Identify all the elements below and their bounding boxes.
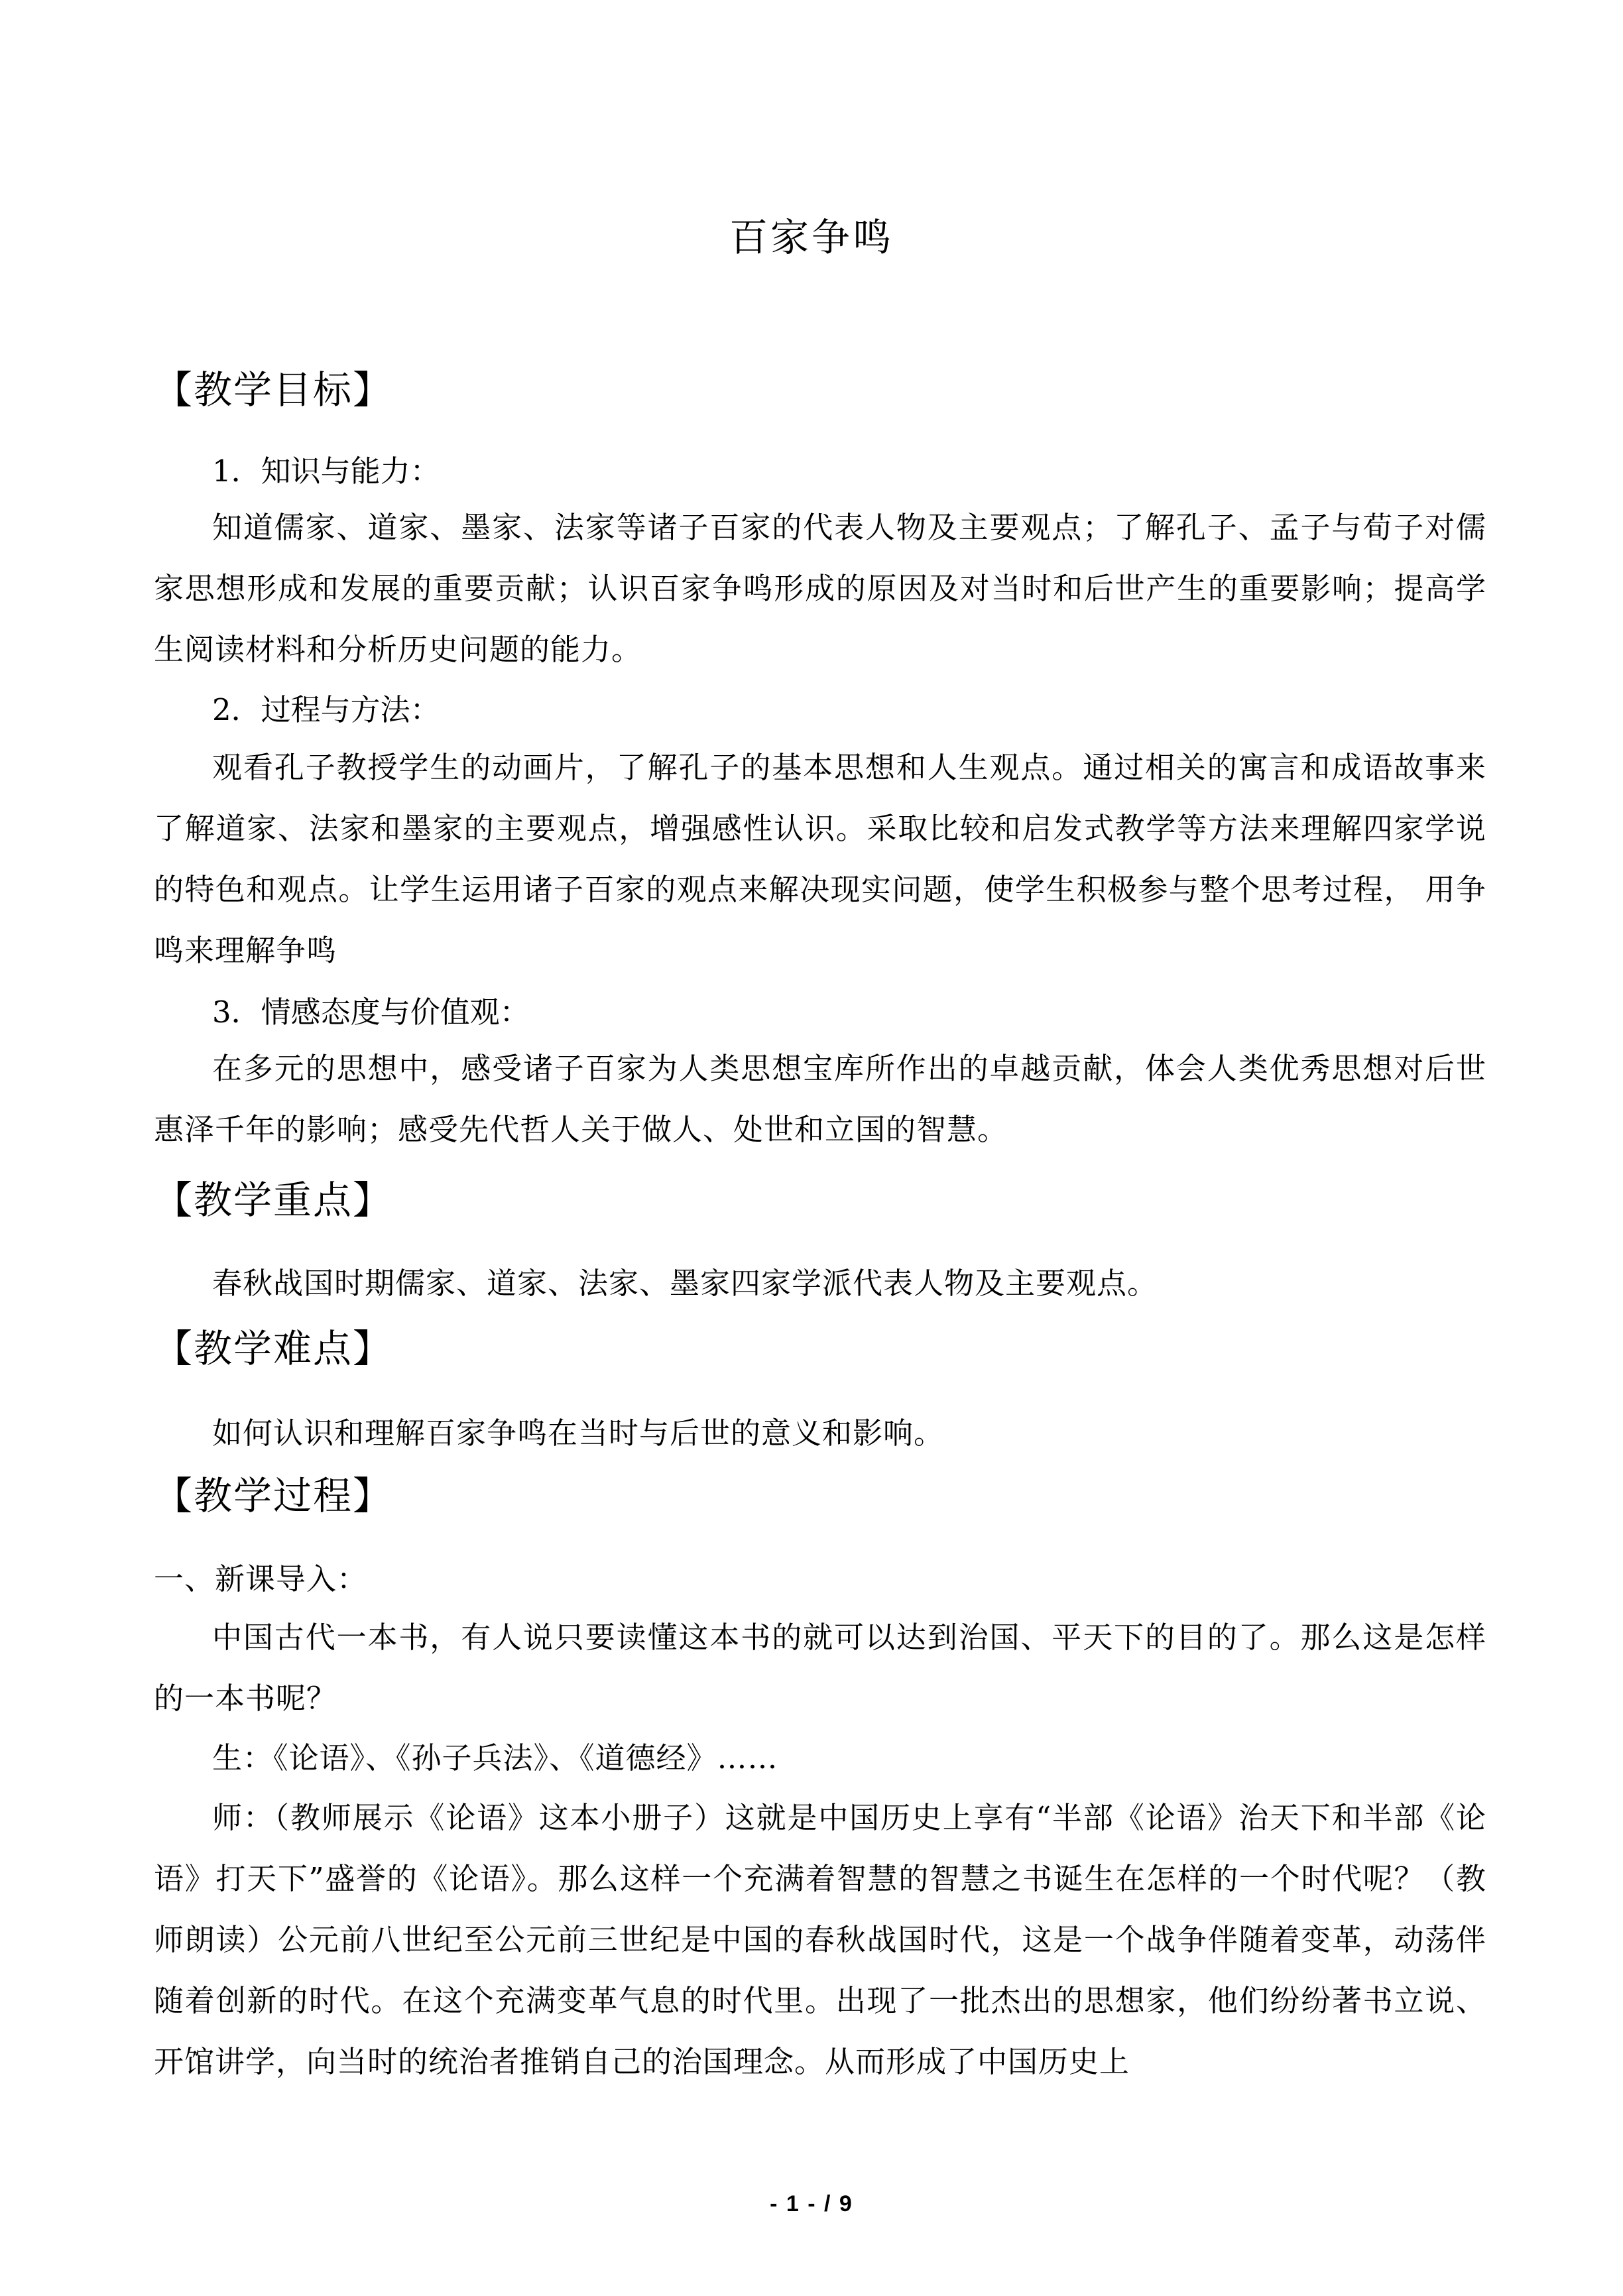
process-paragraph-1: 中国古代一本书，有人说只要读懂这本书的就可以达到治国、平天下的目的了。那么这是怎样的一本书呢？ <box>154 1620 1486 1716</box>
objective-item-1-label: 1．知识与能力： <box>212 453 440 489</box>
key-points-text: 春秋战国时期儒家、道家、法家、墨家四家学派代表人物及主要观点。 <box>212 1266 1158 1301</box>
objective-item-3-label: 3．情感态度与价值观： <box>212 995 530 1030</box>
objective-item-2-text: 观看孔子教授学生的动画片，了解孔子的基本思想和人生观点。通过相关的寓言和成语故事来了解道家、法家和墨家的主要观点，增强感性认识。采取比较和启发式教学等方法来理解四家学说的特色和观点。让学生运用诸子百家的观点来解决现实问题，使学生积极参与整个思考过程， 用争鸣来理解争鸣 <box>154 750 1486 968</box>
process-paragraph-2: 生：《论语》、《孙子兵法》、《道德经》…… <box>212 1740 778 1776</box>
objective-item-1-text: 知道儒家、道家、墨家、法家等诸子百家的代表人物及主要观点；了解孔子、孟子与荀子对儒家思想形成和发展的重要贡献；认识百家争鸣形成的原因及对当时和后世产生的重要影响；提高学生阅读材料和分析历史问题的能力。 <box>154 510 1486 667</box>
document-title: 百家争鸣 <box>729 215 894 260</box>
difficulties-text: 如何认识和理解百家争鸣在当时与后世的意义和影响。 <box>212 1416 945 1451</box>
objective-item-3-text: 在多元的思想中，感受诸子百家为人类思想宝库所作出的卓越贡献，体会人类优秀思想对后世惠泽千年的影响；感受先代哲人关于做人、处世和立国的智慧。 <box>154 1051 1486 1147</box>
section-heading-process: 【教学过程】 <box>154 1473 393 1518</box>
page-indicator: - 1 - / 9 <box>770 2191 853 2216</box>
section-heading-objectives: 【教学目标】 <box>154 367 393 412</box>
objective-item-2-label: 2．过程与方法： <box>212 692 440 727</box>
process-paragraph-3: 师：（教师展示《论语》这本小册子）这就是中国历史上享有“半部《论语》治天下和半部《论语》打天下”盛誉的《论语》。那么这样一个充满着智慧的智慧之书诞生在怎样的一个时代呢？（教师朗读）公元前八世纪至公元前三世纪是中国的春秋战国时代，这是一个战争伴随着变革，动荡伴随着创新的时代。在这个充满变革气息的时代里。出现了一批杰出的思想家，他们纷纷著书立说、开馆讲学，向当时的统治者推销自己的治国理念。从而形成了中国历史上 <box>154 1800 1486 2079</box>
section-heading-key-points: 【教学重点】 <box>154 1178 393 1223</box>
section-heading-difficulties: 【教学难点】 <box>154 1326 393 1371</box>
process-subheading-intro: 一、新课导入： <box>154 1561 368 1597</box>
